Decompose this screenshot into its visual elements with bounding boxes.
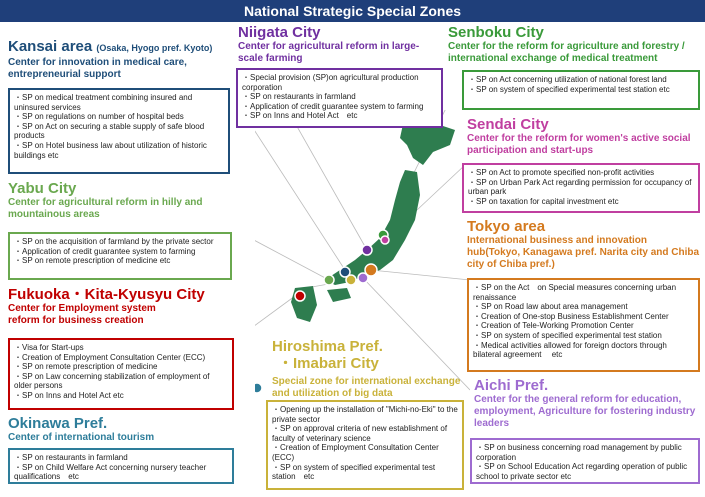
okinawa-zone bbox=[8, 415, 233, 444]
list-item: ・SP on medical treatment combining insured and uninsured services bbox=[14, 93, 193, 112]
kansai-title bbox=[8, 38, 233, 57]
kansai-box bbox=[8, 88, 230, 174]
yabu-subtitle: Center for agricultural reform in hilly and mountainous areas bbox=[8, 197, 203, 220]
list-item: ・SP on Child Welfare Act concerning nursery teacher qualifications etc bbox=[14, 462, 207, 482]
list-item: ・SP on Urban Park Act regarding permission for occupancy of urban park bbox=[468, 177, 692, 197]
list-item: ・SP on restaurants in farmland bbox=[242, 92, 356, 102]
niigata-zone bbox=[238, 24, 443, 65]
hiroshima-title-2: ・Imabari City bbox=[278, 355, 379, 372]
senboku-subtitle: Center for the reform for agriculture and forestry / international exchange of medical treatment bbox=[448, 41, 685, 64]
sendai-title: Sendai City bbox=[467, 116, 549, 133]
senboku-zone bbox=[448, 24, 703, 65]
yabu-title: Yabu City bbox=[8, 180, 77, 197]
list-item: ・SP on remote prescription of medicine bbox=[14, 362, 158, 372]
fukuoka-box bbox=[8, 338, 234, 410]
tokyo-box bbox=[467, 278, 700, 372]
okinawa-subtitle: Center of international tourism bbox=[8, 432, 155, 443]
list-item: ・SP on system of specified experimental test station bbox=[473, 330, 662, 340]
aichi-zone bbox=[474, 377, 702, 430]
list-item: ・SP on Law concerning stabilization of employment of older persons bbox=[14, 371, 210, 391]
list-item: ・SP on Act on securing a stable supply of safe blood products bbox=[14, 121, 205, 141]
list-item: ・SP on Hotel business law about utilization of historic buildings etc bbox=[14, 140, 207, 160]
list-item: ・SP on restaurants in farmland bbox=[14, 453, 128, 462]
okinawa-title: Okinawa Pref. bbox=[8, 415, 108, 432]
list-item: ・SP on system of specified experimental test station etc bbox=[272, 462, 436, 482]
list-item: ・SP on Inns and Hotel Act etc bbox=[242, 111, 358, 121]
list-item: ・Application of credit guarantee system to farming bbox=[242, 101, 424, 111]
list-item: ・SP on Act to promote specified non-profit activities bbox=[468, 168, 655, 177]
yabu-box bbox=[8, 232, 232, 280]
okinawa-box bbox=[8, 448, 234, 484]
fukuoka-zone bbox=[8, 286, 248, 327]
aichi-box bbox=[470, 438, 700, 484]
list-item: ・SP on the acquisition of farmland by the private sector bbox=[14, 237, 214, 246]
tokyo-subtitle: International business and innovation hub(Tokyo, Kanagawa pref. Narita city and Chiba city of Chiba pref.) bbox=[467, 235, 700, 270]
list-item: ・SP on regulations on number of hospital beds bbox=[14, 112, 184, 122]
list-item: ・SP on approval criteria of new establishment of faculty of veterinary science bbox=[272, 424, 448, 443]
list-item: ・SP on School Education Act regarding operation of public school to private sector etc bbox=[476, 462, 688, 481]
list-item: ・SP on Road law about area management bbox=[473, 302, 628, 312]
list-item: ・Creation of Employment Consultation Center (ECC) bbox=[14, 352, 206, 362]
list-item: ・SP on business concerning road management by public corporation bbox=[476, 443, 682, 462]
list-item: ・Special provision (SP)on agricultural production corporation bbox=[242, 73, 419, 92]
list-item: ・SP on Act concerning utilization of national forest land bbox=[468, 75, 667, 84]
list-item: ・SP on system of specified experimental test station etc bbox=[468, 84, 670, 94]
senboku-title: Senboku City bbox=[448, 24, 544, 41]
list-item: ・SP on the Act on Special measures concerning urban renaissance bbox=[473, 283, 677, 302]
list-item: ・Medical activities allowed for foreign doctors through bilateral agreement etc bbox=[473, 340, 667, 360]
list-item: ・Creation of Tele-Working Promotion Center bbox=[473, 321, 634, 331]
aichi-title: Aichi Pref. bbox=[474, 377, 549, 394]
list-item: ・SP on Inns and Hotel Act etc bbox=[14, 390, 124, 400]
kansai-subtitle: Center for innovation in medical care, entrepreneurial support bbox=[8, 57, 187, 80]
kansai-note: (Osaka, Hyogo pref. Kyoto) bbox=[96, 43, 213, 53]
niigata-title: Niigata City bbox=[238, 24, 321, 41]
senboku-box bbox=[462, 70, 700, 110]
list-item: ・SP on taxation for capital investment etc bbox=[468, 196, 619, 206]
hiroshima-box bbox=[266, 400, 464, 490]
page-banner: National Strategic Special Zones bbox=[0, 0, 705, 22]
list-item: ・Creation of One-stop Business Establishment Center bbox=[473, 311, 669, 321]
tokyo-title: Tokyo area bbox=[467, 218, 546, 235]
yabu-zone bbox=[8, 180, 233, 221]
sendai-zone bbox=[467, 116, 702, 157]
list-item: ・Creation of Employment Consultation Center (ECC) bbox=[272, 443, 439, 462]
niigata-subtitle: Center for agricultural reform in large-scale farming bbox=[238, 41, 420, 64]
kansai-title-text: Kansai area bbox=[8, 38, 93, 55]
sendai-box bbox=[462, 163, 700, 213]
tokyo-zone bbox=[467, 218, 702, 271]
niigata-box bbox=[236, 68, 443, 128]
hiroshima-zone bbox=[272, 338, 467, 400]
list-item: ・Opening up the installation of "Michi-no-Eki" to the private sector bbox=[272, 405, 458, 424]
list-item: ・Application of credit guarantee system to farming bbox=[14, 246, 196, 256]
list-item: ・Visa for Start-ups bbox=[14, 343, 84, 352]
hiroshima-title-1: Hiroshima Pref. bbox=[272, 338, 383, 355]
kansai-zone bbox=[8, 38, 233, 81]
aichi-subtitle: Center for the general reform for education, employment, Agriculture for fostering industry leaders bbox=[474, 394, 696, 429]
list-item: ・SP on remote prescription of medicine etc bbox=[14, 256, 171, 266]
hiroshima-subtitle: Special zone for international exchange and utilization of big data bbox=[272, 376, 461, 399]
fukuoka-subtitle: Center for Employment system reform for business creation bbox=[8, 303, 156, 326]
sendai-subtitle: Center for the reform for women's active social participation and start-ups bbox=[467, 133, 691, 156]
fukuoka-title: Fukuoka・Kita-Kyusyu City bbox=[8, 286, 205, 303]
